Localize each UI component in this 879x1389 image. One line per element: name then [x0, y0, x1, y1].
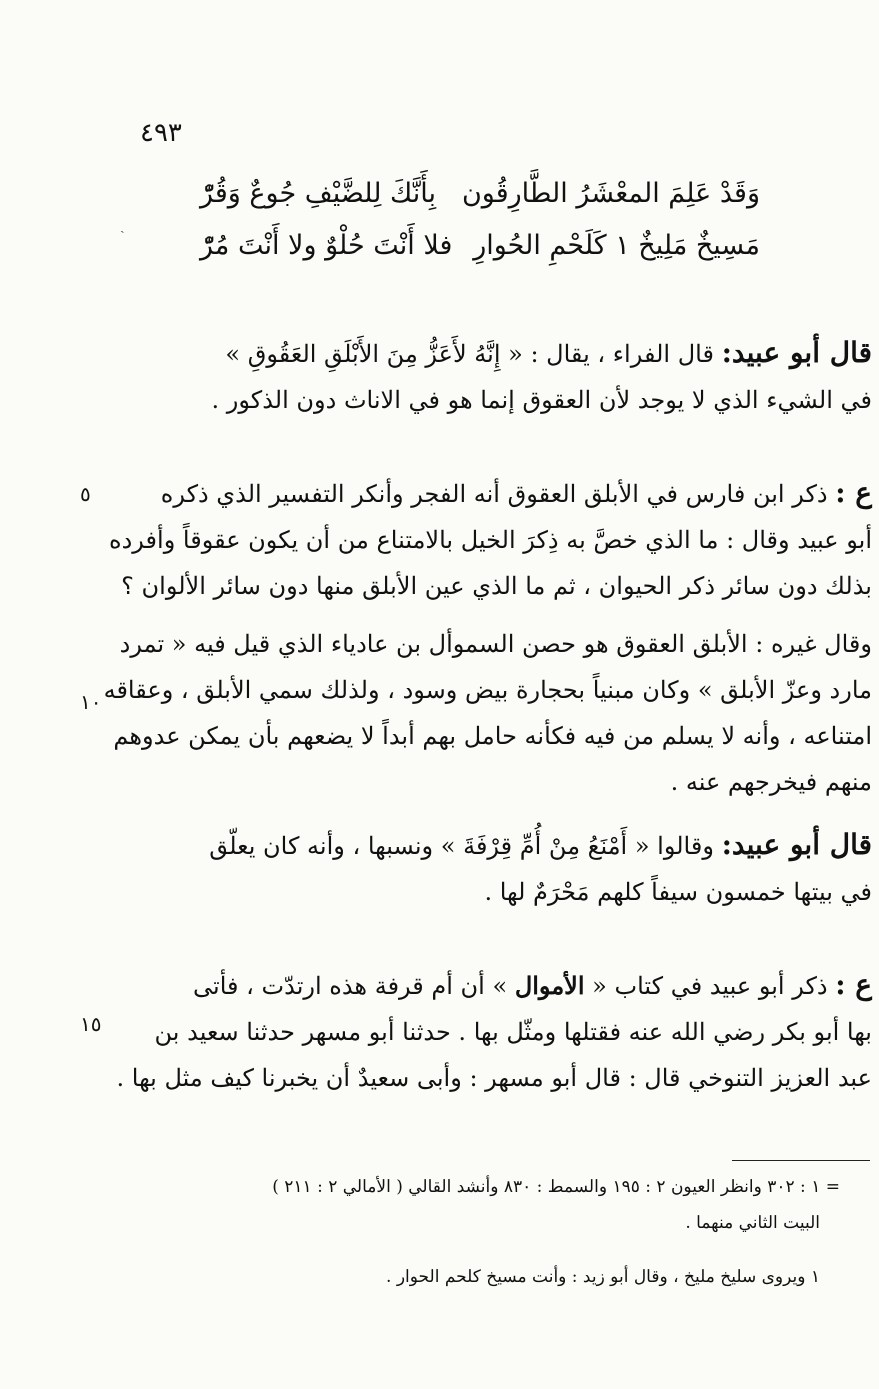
- line-number-10: ١٠: [80, 690, 102, 714]
- section-4-line-1-after: » أن أم قرفة هذه ارتدّت ، فأتى: [193, 972, 508, 1000]
- section-1-lead: قال أبو عبيد:: [721, 336, 872, 369]
- poem-verse-2: [200, 230, 760, 261]
- verse-1-second-hemistich: بِأَنَّكَ لِلضَّيْفِ جُوعٌ وَقُرّْ: [200, 178, 437, 209]
- footnote-rule: [732, 1160, 870, 1161]
- section-2-lead: ع :: [835, 476, 872, 509]
- section-3-line-1-text: وقالوا « أَمْنَعُ مِنْ أُمِّ قِرْفَةَ » ونسبها ، وأنه كان يعلّق: [209, 832, 714, 860]
- section-1: [130, 330, 872, 423]
- section-2-line-3: بذلك دون سائر ذكر الحيوان ، ثم ما الذي عين الأبلق منها دون سائر الألوان ؟: [121, 572, 872, 600]
- section-4: [116, 962, 872, 1101]
- section-1-line-2: في الشيء الذي لا يوجد لأن العقوق إنما هو في الاناث دون الذكور .: [211, 386, 872, 414]
- verse-2-second-hemistich: فلا أَنْتَ حُلْوٌ ولا أَنْتَ مُرّْ: [200, 230, 453, 261]
- section-4-line-1: [130, 962, 872, 1009]
- section-4-book-title: الأموال: [514, 971, 585, 1000]
- section-2-line-6: امتناعه ، وأنه لا يسلم من فيه فكأنه حامل بهم أبداً لا يضعهم بأن يمكن عدوهم: [113, 722, 872, 750]
- section-3-lead: قال أبو عبيد:: [721, 828, 872, 861]
- section-2: [103, 470, 872, 805]
- footnote-continuation: = ١ : ٣٠٢ وانظر العيون ٢ : ١٩٥ والسمط : ٨٣٠ وأنشد القالي ( الأمالي ٢ : ٢١١ ): [272, 1177, 840, 1197]
- footnote-continuation-2: البيت الثاني منهما .: [685, 1213, 820, 1233]
- section-2-line-1-text: ذكر ابن فارس في الأبلق العقوق أنه الفجر وأنكر التفسير الذي ذكره: [160, 480, 828, 508]
- section-1-line-1-text: قال الفراء ، يقال : « إِنَّهُ لأَعَزُّ مِنَ الأَبْلَقِ العَقُوقِ »: [225, 340, 714, 368]
- line-number-5: ٥: [80, 482, 91, 506]
- verse-2-first-hemistich: مَسِيخٌ مَلِيخٌ ١ كَلَحْمِ الحُوارِ: [473, 230, 760, 261]
- footnote-1: ١ ويروى سليخ مليخ ، وقال أبو زيد : وأنت مسيخ كلحم الحوار .: [386, 1267, 820, 1287]
- section-2-line-4: وقال غيره : الأبلق العقوق هو حصن السموأل بن عادياء الذي قيل فيه « تمرد: [119, 630, 872, 658]
- page-number: ٤٩٣: [140, 118, 182, 148]
- section-2-line-7: منهم فيخرجهم عنه .: [670, 768, 872, 796]
- stray-mark: ˎ: [120, 218, 125, 234]
- section-1-line-1: [130, 330, 872, 377]
- section-4-line-2: بها أبو بكر رضي الله عنه فقتلها ومثّل بها . حدثنا أبو مسهر حدثنا سعيد بن: [154, 1018, 872, 1046]
- poem-verse-1: [200, 178, 760, 209]
- section-4-line-3: عبد العزيز التنوخي قال : قال أبو مسهر : وأبى سعيدٌ أن يخبرنا كيف مثل بها .: [116, 1064, 872, 1092]
- section-2-line-1: [130, 470, 872, 517]
- section-3: [130, 822, 872, 915]
- section-4-lead: ع :: [835, 968, 872, 1001]
- line-number-15: ١٥: [80, 1012, 102, 1036]
- section-3-line-2: في بيتها خمسون سيفاً كلهم مَحْرَمٌ لها .: [484, 878, 872, 906]
- section-4-line-1-before: ذكر أبو عبيد في كتاب «: [592, 972, 828, 1000]
- verse-1-first-hemistich: وَقَدْ عَلِمَ المعْشَرُ الطَّارِقُون: [461, 178, 760, 209]
- section-2-line-2: أبو عبيد وقال : ما الذي خصَّ به ذِكرَ الخيل بالامتناع من أن يكون عقوقاً وأفرده: [109, 526, 872, 554]
- section-2-line-5: مارد وعزّ الأبلق » وكان مبنياً بحجارة بيض وسود ، ولذلك سمي الأبلق ، وعقاقه: [103, 676, 872, 704]
- section-3-line-1: [130, 822, 872, 869]
